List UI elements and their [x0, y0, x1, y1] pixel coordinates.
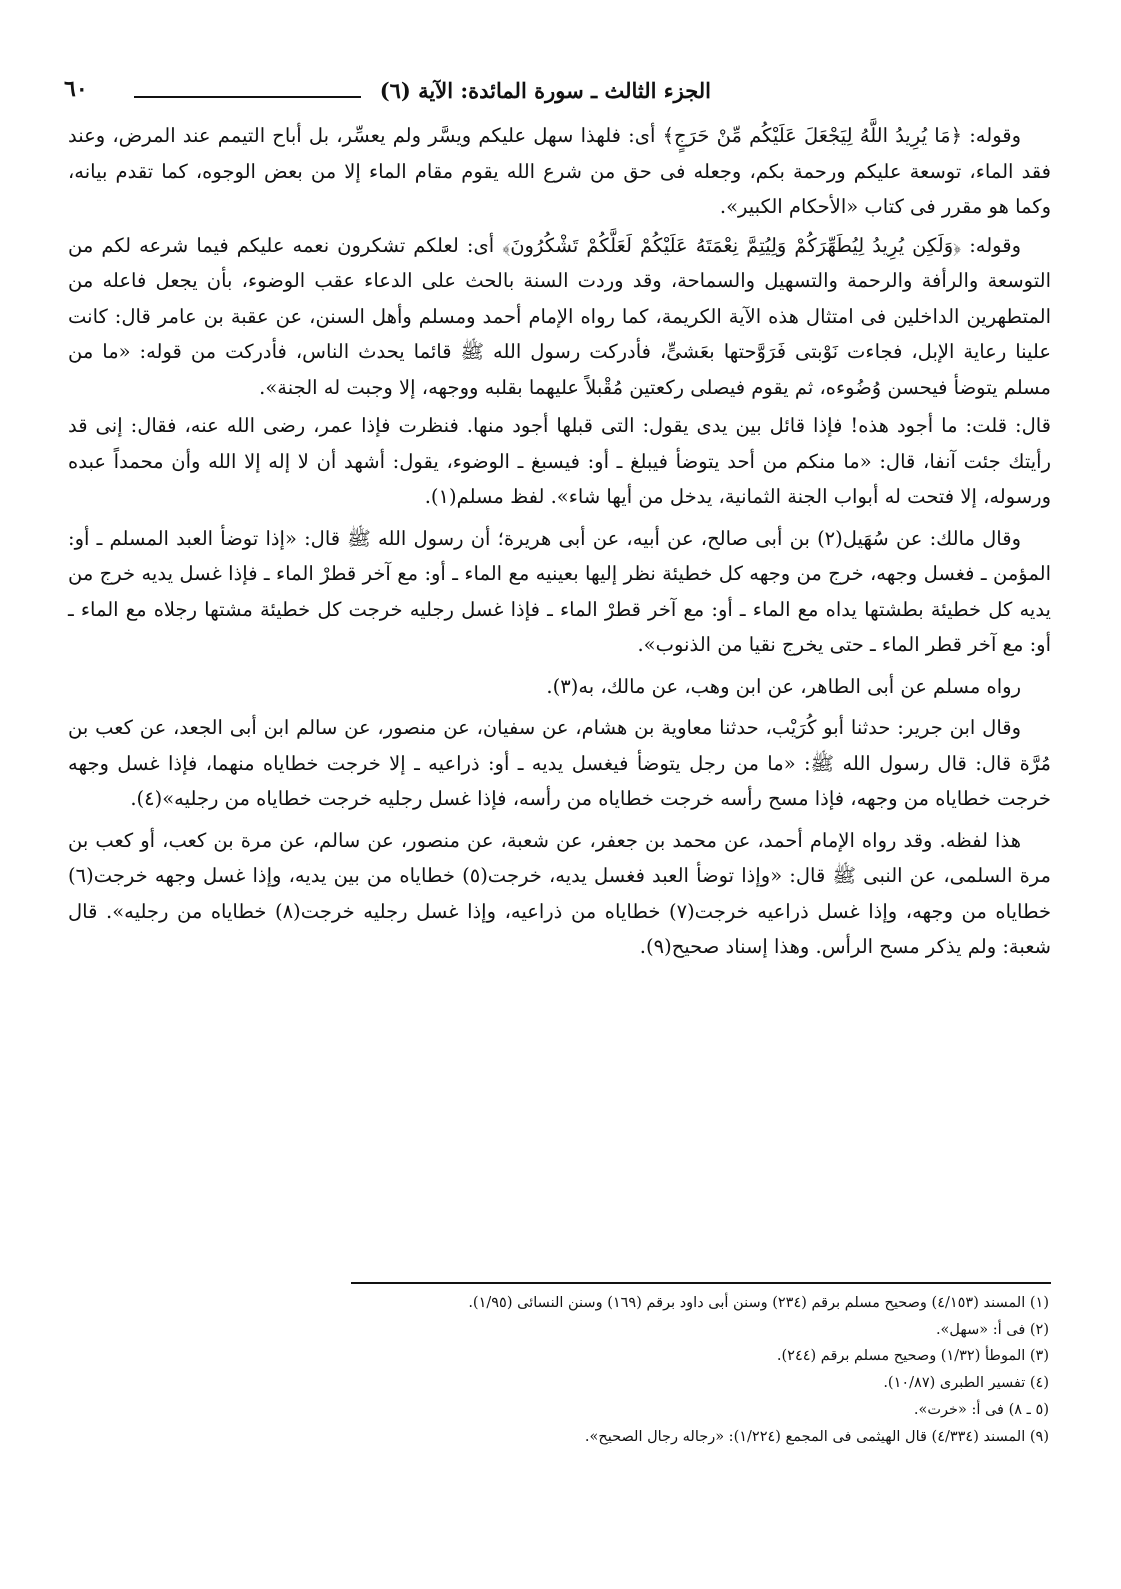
footnote: (٣) الموطأ (١/٣٢) وصحيح مسلم برقم (٢٤٤). [776, 1348, 1049, 1365]
paragraph: هذا لفظه. وقد رواه الإمام أحمد، عن محمد بن جعفر، عن شعبة، عن منصور، عن سالم، عن مرة بن كعب، أو كعب بن مرة السلمى، عن النبى ﷺ قال: «وإذا توضأ العبد فغسل يديه، خرجت(٥) خطاياه من بين يديه، وإذا غسل وجهه خرجت(٦) خطاياه من وجهه، وإذا غسل ذراعيه خرجت(٧) خطاياه من ذراعيه، وإذا غسل رجليه خرجت(٨) خطاياه من رجليه». قال شعبة: ولم يذكر مسح الرأس. وهذا إسناد صحيح(٩). [68, 828, 1051, 958]
paragraph: رواه مسلم عن أبى الطاهر، عن ابن وهب، عن مالك، به(٣). [546, 674, 1021, 698]
paragraph: وقوله: ﴿مَا يُرِيدُ اللَّهُ لِيَجْعَلَ عَلَيْكُم مِّنْ حَرَجٍ﴾ أى: فلهذا سهل عليكم ويسَّر ولم يعسِّر، بل أباح التيمم عند المرض، وعند فقد الماء، توسعة عليكم ورحمة بكم، وجعله فى حق من شرع الله يقوم مقام الماء إلا من بعض الوجوه، كما تقدم بيانه، وكما هو مقرر فى كتاب «الأحكام الكبير». [68, 124, 1051, 218]
footnote: (٢) فى أ: «سهل». [935, 1321, 1049, 1338]
footnote: (١) المسند (٤/١٥٣) وصحيح مسلم برقم (٢٣٤) وسنن أبى داود برقم (١٦٩) وسنن النسائى (١/٩٥). [468, 1295, 1049, 1311]
header-rule [134, 96, 361, 98]
header-title: الجزء الثالث ـ سورة المائدة: الآية (٦) [379, 78, 711, 103]
page-number: ٦٠ [64, 76, 88, 102]
paragraph: وقال مالك: عن سُهَيل(٢) بن أبى صالح، عن أبيه، عن أبى هريرة؛ أن رسول الله ﷺ قال: «إذا توضأ العبد المسلم ـ أو: المؤمن ـ فغسل وجهه، خرج من وجهه كل خطيئة نظر إليها بعينيه مع الماء ـ أو: مع آخر قطرْ الماء ـ فإذا غسل يديه خرج من يديه كل خطيئة بطشتها يداه مع الماء ـ أو: مع آخر قطرْ الماء ـ فإذا غسل رجليه خرجت كل خطيئة مشتها رجلاه مع الماء ـ أو: مع آخر قطر الماء ـ حتى يخرج نقيا من الذنوب». [68, 526, 1051, 656]
paragraph: وقوله: ﴿وَلَكِن يُرِيدُ لِيُطَهِّرَكُمْ وَلِيُتِمَّ نِعْمَتَهُ عَلَيْكُمْ لَعَلَّكُمْ تَشْكُرُونَ﴾ أى: لعلكم تشكرون نعمه عليكم فيما شرعه لكم من التوسعة والرأفة والرحمة والتسهيل والسماحة، وقد وردت السنة بالحث على الدعاء عقب الوضوء، بأن يجعل فاعله من المتطهرين الداخلين فى امتثال هذه الآية الكريمة، كما رواه الإمام أحمد ومسلم وأهل السنن، عن عقبة بن عامر قال: كانت علينا رعاية الإبل، فجاءت نَوْبتى فَرَوَّحتها بعَشىٍّ، فأدركت رسول الله ﷺ قائما يحدث الناس، فأدركت من قوله: «ما من مسلم يتوضأ فيحسن وُضُوءه، ثم يقوم فيصلى ركعتين مُقْبلاً عليهما بقلبه ووجهه، إلا وجبت له الجنة». [68, 233, 1051, 399]
footnote: (٥ ـ ٨) فى أ: «خرت». [913, 1401, 1049, 1418]
paragraph: قال: قلت: ما أجود هذه! فإذا قائل بين يدى يقول: التى قبلها أجود منها. فنظرت فإذا عمر، رضى الله عنه، فقال: إنى قد رأيتك جئت آنفا، قال: «ما منكم من أحد يتوضأ فيبلغ ـ أو: فيسبغ ـ الوضوء، يقول: أشهد أن لا إله إلا الله وأن محمداً عبده ورسوله، إلا فتحت له أبواب الجنة الثمانية، يدخل من أيها شاء». لفظ مسلم(١). [68, 414, 1051, 508]
footnotes [68, 1290, 1049, 1450]
main-text [68, 118, 1051, 968]
footnote-divider [351, 1282, 1051, 1284]
paragraph: وقال ابن جرير: حدثنا أبو كُرَيْب، حدثنا معاوية بن هشام، عن سفيان، عن منصور، عن سالم ابن أبى الجعد، عن كعب بن مُرَّة قال: قال رسول الله ﷺ: «ما من رجل يتوضأ فيغسل يديه ـ أو: ذراعيه ـ إلا خرجت خطاياه منهما، فإذا غسل وجهه خرجت خطاياه من وجهه، فإذا مسح رأسه خرجت خطاياه من رأسه، فإذا غسل رجليه خرجت خطاياه من رجليه»(٤). [68, 716, 1051, 810]
running-header [64, 72, 1051, 112]
footnote: (٤) تفسير الطبرى (١٠/٨٧). [883, 1375, 1049, 1392]
footnote: (٩) المسند (٤/٣٣٤) قال الهيثمى فى المجمع (١/٢٢٤): «رجاله رجال الصحيح». [584, 1428, 1049, 1445]
